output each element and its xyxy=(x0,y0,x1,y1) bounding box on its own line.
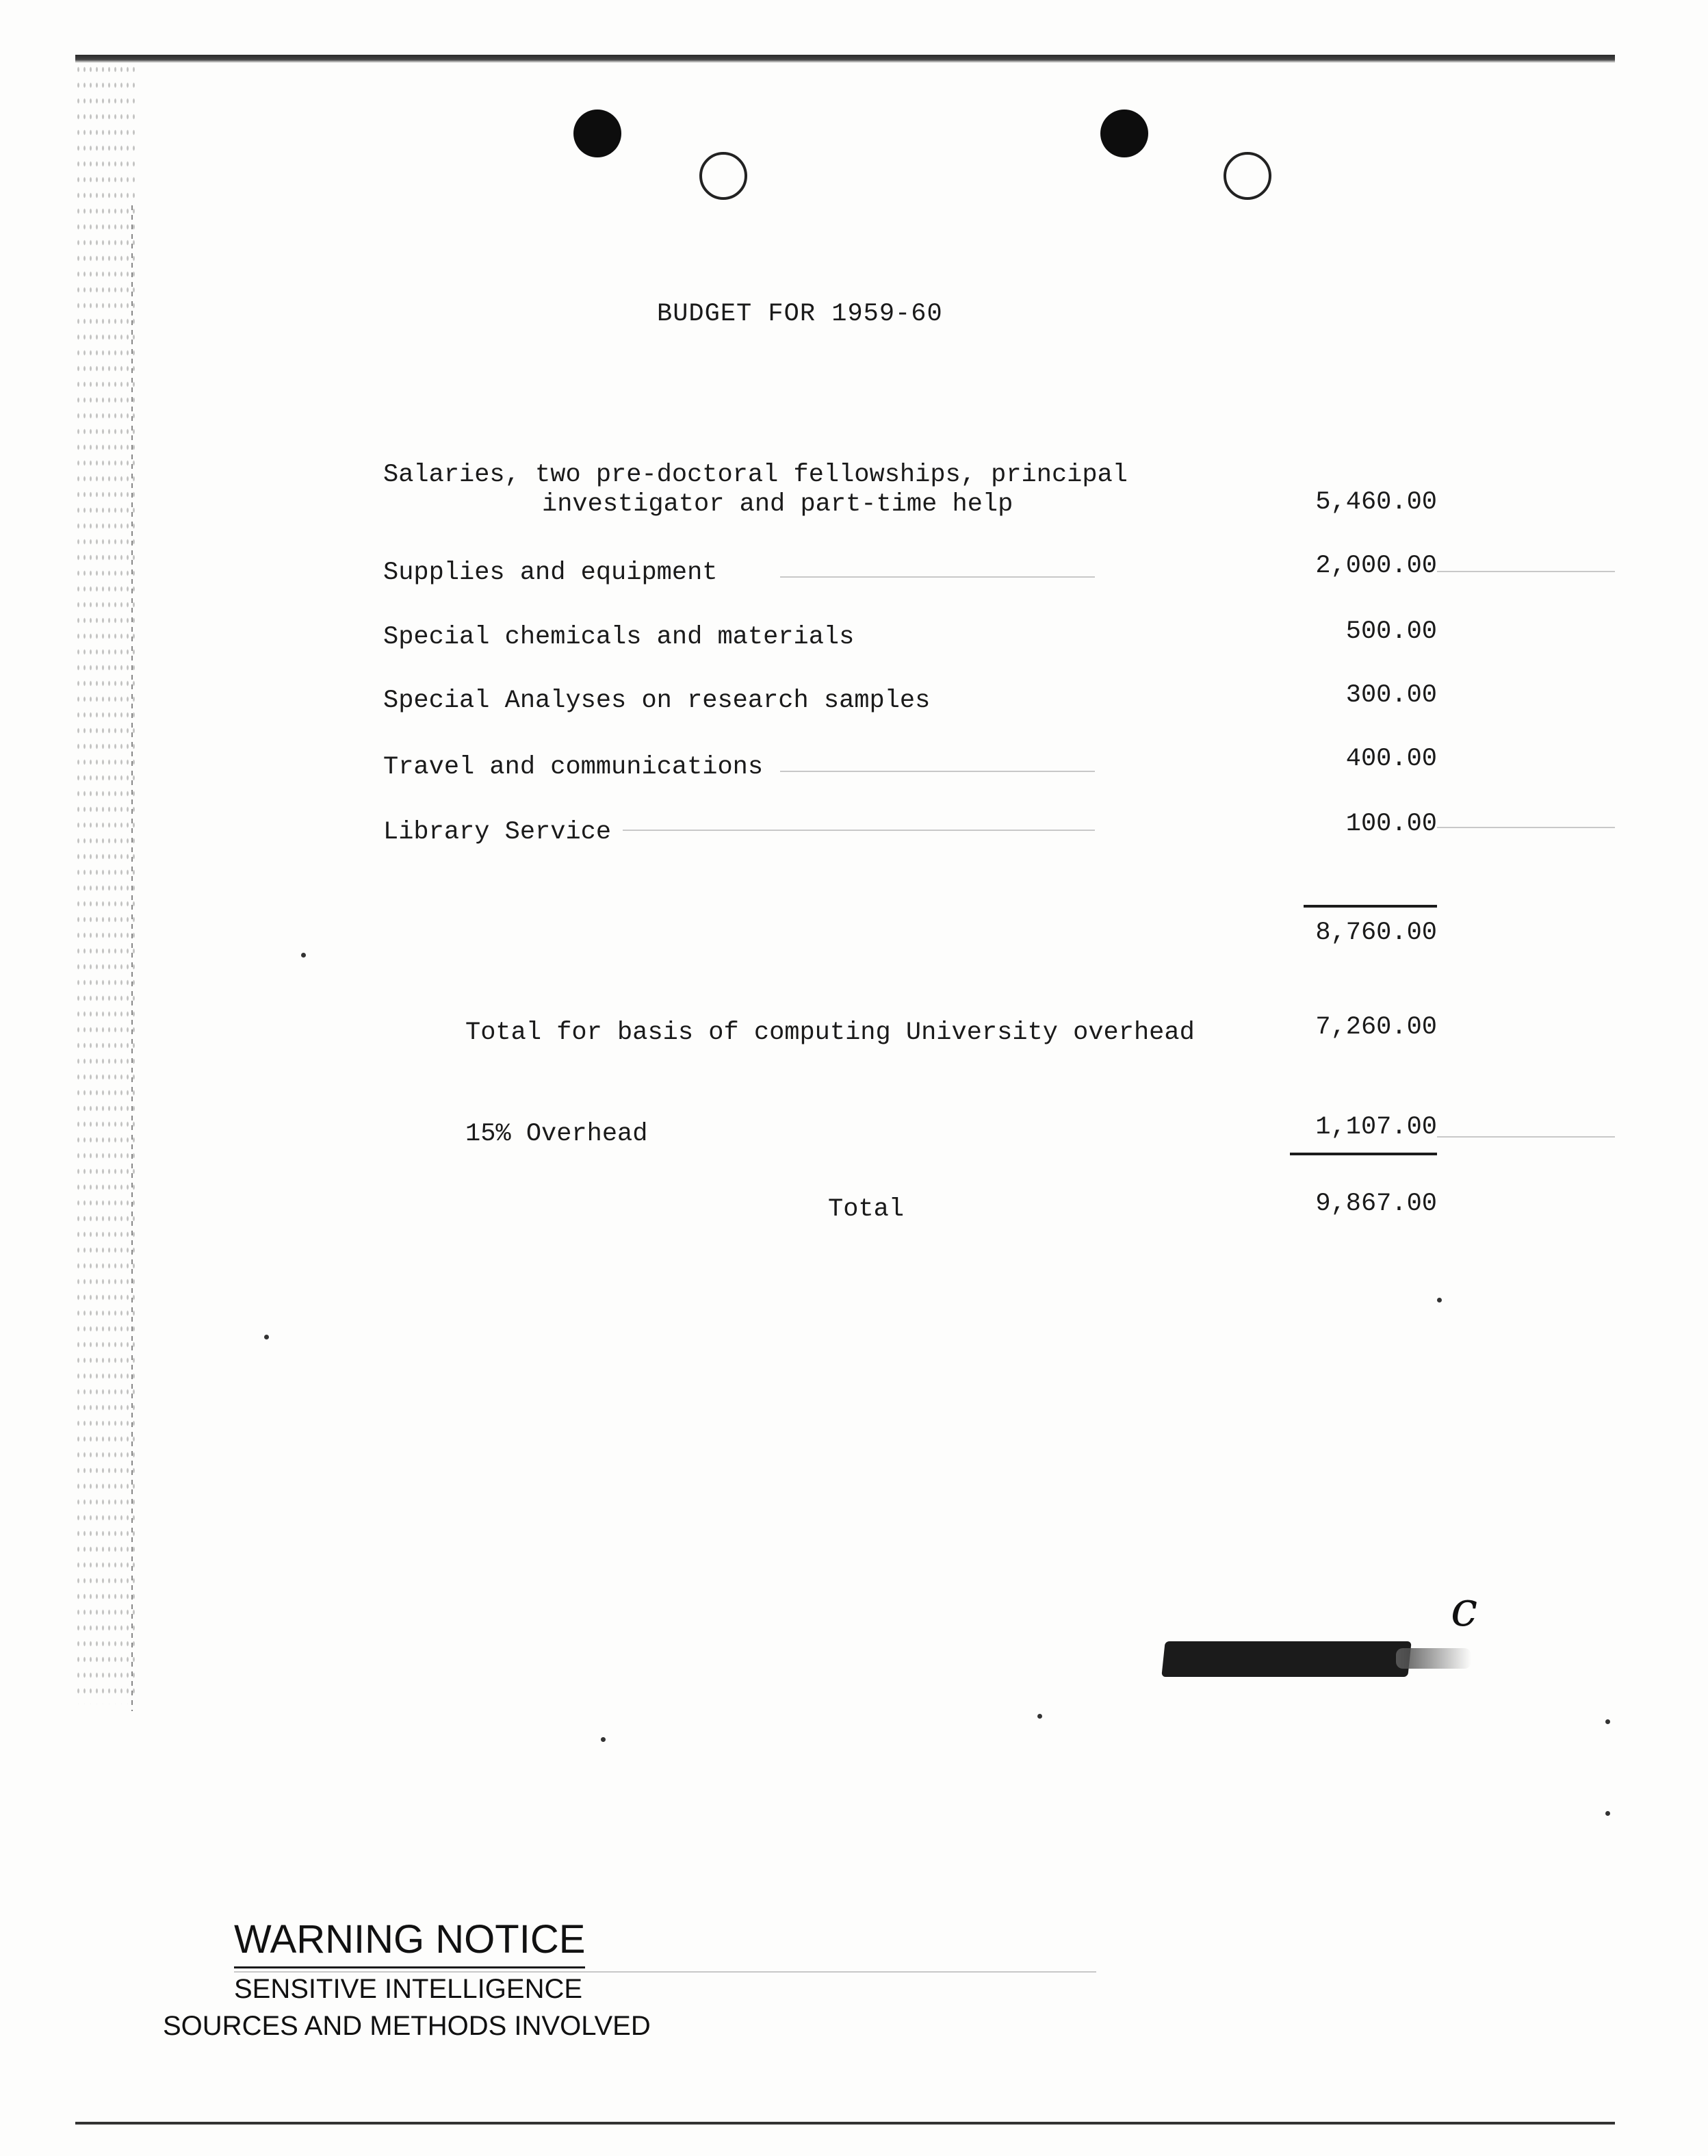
ghost-line xyxy=(1437,827,1615,828)
ghost-line xyxy=(623,830,1095,831)
amount-overhead-basis: 7,260.00 xyxy=(1315,1013,1437,1042)
ghost-line xyxy=(1437,571,1615,572)
line-item-supplies: Supplies and equipment xyxy=(383,559,718,587)
scan-speck xyxy=(301,953,306,958)
amount-supplies: 2,000.00 xyxy=(1315,552,1437,580)
line-item-chemicals: Special chemicals and materials xyxy=(383,623,855,652)
scan-speck xyxy=(1437,1298,1442,1302)
ghost-line xyxy=(780,576,1095,578)
amount-analyses: 300.00 xyxy=(1345,681,1437,710)
overhead-label: 15% Overhead xyxy=(465,1120,648,1148)
budget-title: BUDGET FOR 1959-60 xyxy=(657,300,943,329)
line-item-salaries-line2: investigator and part-time help xyxy=(542,490,1013,519)
amount-total: 9,867.00 xyxy=(1315,1190,1437,1218)
amount-chemicals: 500.00 xyxy=(1345,617,1437,646)
subtotal-rule xyxy=(1304,905,1437,908)
punch-ring-right xyxy=(1224,152,1271,200)
warning-notice-title: WARNING NOTICE xyxy=(234,1916,585,1968)
punch-hole-right xyxy=(1100,110,1148,157)
warning-line-sensitive: SENSITIVE INTELLIGENCE xyxy=(234,1974,583,2004)
line-item-salaries-line1: Salaries, two pre-doctoral fellowships, principal xyxy=(383,461,1128,489)
scan-speck xyxy=(1605,1719,1610,1724)
line-item-analyses: Special Analyses on research samples xyxy=(383,686,931,715)
amount-overhead: 1,107.00 xyxy=(1315,1113,1437,1142)
amount-subtotal: 8,760.00 xyxy=(1315,919,1437,947)
redaction-block xyxy=(1161,1641,1411,1677)
scan-top-border xyxy=(75,55,1615,63)
overhead-basis-label: Total for basis of computing University overhead xyxy=(465,1018,1195,1047)
punch-hole-left xyxy=(573,110,621,157)
line-item-travel: Travel and communications xyxy=(383,753,764,782)
scan-speck xyxy=(601,1737,606,1742)
ghost-line xyxy=(780,771,1095,772)
ghost-line xyxy=(1437,1136,1615,1138)
scan-speck xyxy=(1037,1714,1042,1719)
total-rule xyxy=(1290,1153,1437,1155)
punch-ring-left xyxy=(699,152,747,200)
total-label: Total xyxy=(828,1195,905,1224)
handwritten-mark: c xyxy=(1451,1581,1478,1637)
line-item-library: Library Service xyxy=(383,818,612,847)
amount-library: 100.00 xyxy=(1345,810,1437,838)
scan-speck xyxy=(264,1335,269,1339)
scan-speck xyxy=(1605,1811,1610,1816)
warning-line-sources: SOURCES AND METHODS INVOLVED xyxy=(163,2011,651,2041)
scan-left-dash xyxy=(131,205,133,1711)
redaction-smudge xyxy=(1396,1648,1471,1669)
scan-left-speckle xyxy=(75,62,137,1704)
scan-bottom-border xyxy=(75,2122,1615,2125)
amount-travel: 400.00 xyxy=(1345,745,1437,773)
amount-salaries: 5,460.00 xyxy=(1315,488,1437,517)
ghost-line xyxy=(234,1971,1096,1973)
